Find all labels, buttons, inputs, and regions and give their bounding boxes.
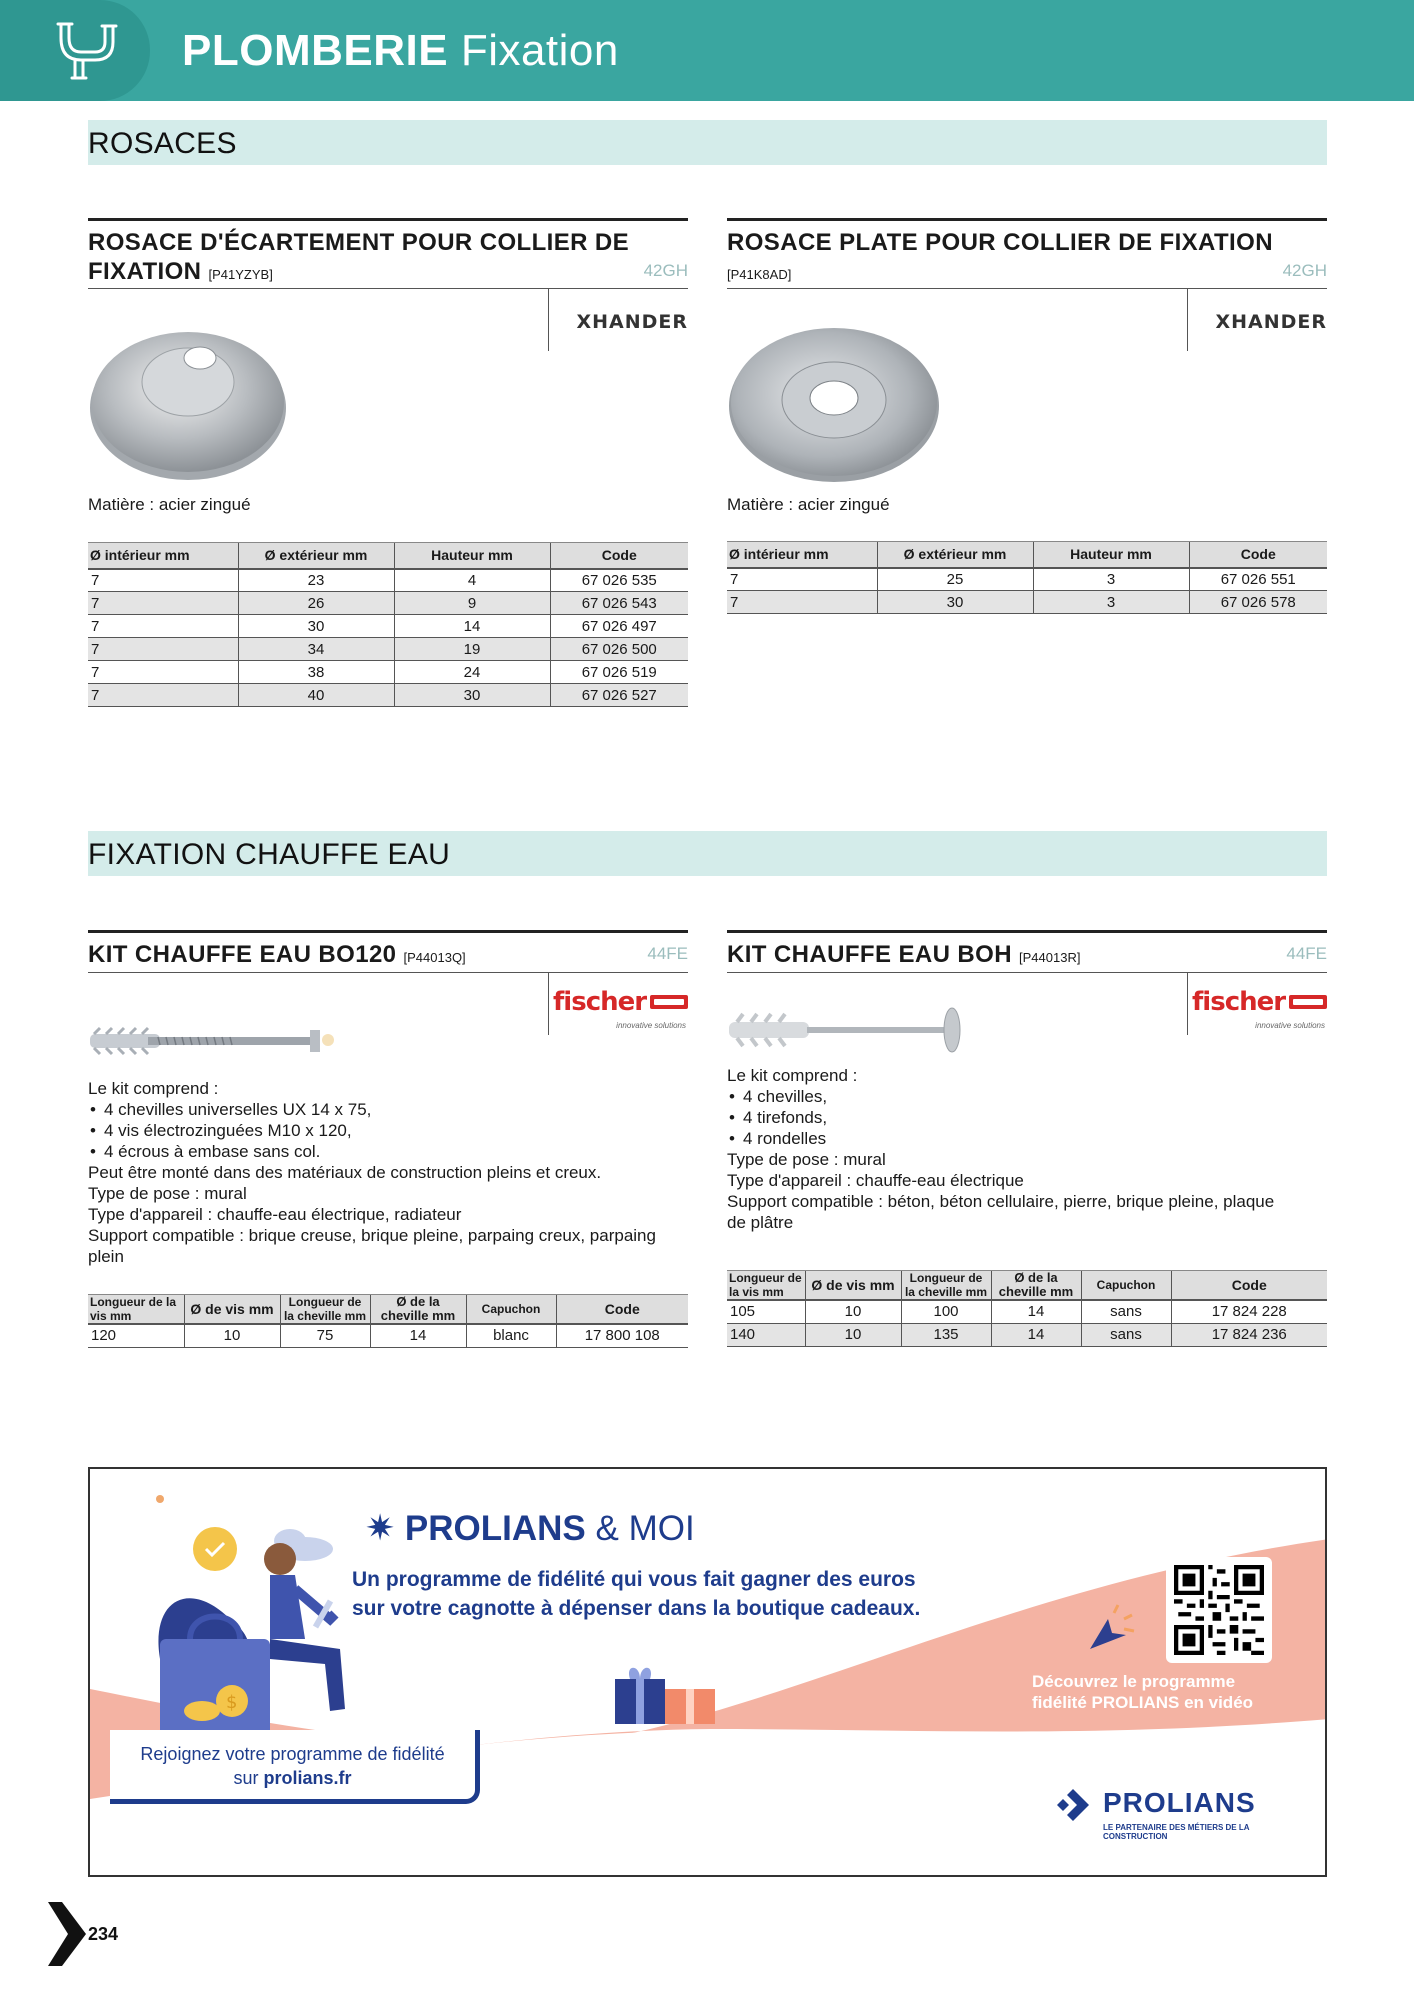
product-material: Matière : acier zingué bbox=[88, 495, 251, 514]
product-title: KIT CHAUFFE EAU BOH [P44013R] bbox=[727, 941, 1081, 968]
product-rosace-plate bbox=[727, 218, 1327, 718]
table-row: 7 30 3 67 026 578 bbox=[727, 591, 1327, 614]
prolians-logo-icon bbox=[1055, 1787, 1093, 1825]
product-description: Le kit comprend : • 4 chevilles universelles UX 14 x 75, • 4 vis électrozinguées M10 x 120, • 4 écrous à embase sans col. Peut être monté dans des matériaux de construction pleins et creux. Type de pose : mural Type d'appareil : chauffe-eau électrique, radiateur Support compatible : brique creuse, brique pleine, parpaing creux, parpaing plein bbox=[88, 1078, 668, 1267]
table-row: 7 23 4 67 026 535 bbox=[88, 569, 688, 592]
page-number: 234 bbox=[88, 1924, 119, 1944]
product-table: Ø intérieur mm Ø extérieur mm Hauteur mm Code 7 23 4 67 026 535 7 26 9 67 026 543 7 30 14 67 026 497 7 34 19 67 026 500 7 38 24 67 026 519 7 40 30 67 026 527 bbox=[88, 542, 688, 707]
product-image bbox=[727, 1000, 967, 1060]
table-row: 7 25 3 67 026 551 bbox=[727, 568, 1327, 591]
catalog-code: 44FE bbox=[1286, 944, 1327, 963]
prolians-banner[interactable]: $ ✷ PROLIANS & MOI Un programme de fidélité qui vous fait gagner des euros sur votre cagnotte à dépenser dans la boutique cadeaux. Découvrez le programme fidélité PROLIANS en vidéo Rejoignez votre programme de fidélité sur prolians.fr PROLIANS LE PARTENAIRE DES MÉTIERS DE LA CONSTRUCTION bbox=[88, 1467, 1327, 1877]
header-icon-box bbox=[0, 0, 150, 101]
section-title: ROSACES bbox=[88, 127, 237, 160]
table-row: 7 40 30 67 026 527 bbox=[88, 684, 688, 707]
product-kit-bo120 bbox=[88, 930, 688, 1360]
section-band-chauffe-eau bbox=[88, 831, 1327, 876]
join-program-box[interactable]: Rejoignez votre programme de fidélité sur prolians.fr bbox=[110, 1730, 480, 1804]
section-band-rosaces bbox=[88, 120, 1327, 165]
table-row: 7 38 24 67 026 519 bbox=[88, 661, 688, 684]
brand-logo bbox=[1187, 973, 1327, 1035]
page-title: PLOMBERIE Fixation bbox=[182, 26, 619, 75]
product-material: Matière : acier zingué bbox=[727, 495, 890, 514]
table-row: 7 34 19 67 026 500 bbox=[88, 638, 688, 661]
brand-logo bbox=[548, 289, 688, 351]
prolians-link[interactable]: prolians.fr bbox=[263, 1768, 352, 1788]
table-row: 105 10 100 14 sans 17 824 228 bbox=[727, 1300, 1327, 1323]
brand-logo bbox=[1187, 289, 1327, 351]
discover-video-link[interactable]: Découvrez le programme fidélité PROLIANS en vidéo bbox=[1032, 1672, 1254, 1712]
star-icon: ✷ bbox=[365, 1507, 396, 1548]
brand-logo bbox=[548, 973, 688, 1035]
qr-code[interactable] bbox=[1166, 1557, 1272, 1663]
page-corner-chevron bbox=[48, 1902, 86, 1966]
product-title: ROSACE D'ÉCARTEMENT POUR COLLIER DE FIXATION [P41YZYB] bbox=[88, 229, 630, 285]
catalog-code: 42GH bbox=[1282, 261, 1327, 280]
product-image bbox=[88, 1022, 338, 1062]
cursor-icon bbox=[1080, 1599, 1140, 1659]
product-table: Ø intérieur mm Ø extérieur mm Hauteur mm Code 7 25 3 67 026 551 7 30 3 67 026 578 bbox=[727, 541, 1327, 614]
person-illustration bbox=[120, 1479, 360, 1749]
table-row: 120 10 75 14 blanc 17 800 108 bbox=[88, 1324, 688, 1347]
brand-name: fischer innovative solutions bbox=[553, 987, 686, 1030]
product-rosace-ecartement bbox=[88, 218, 688, 718]
table-row: 7 30 14 67 026 497 bbox=[88, 615, 688, 638]
product-title: ROSACE PLATE POUR COLLIER DE FIXATION [P41K8AD] bbox=[727, 229, 1273, 282]
product-image bbox=[727, 320, 942, 485]
svg-text:$: $ bbox=[226, 1692, 238, 1713]
product-table: Longueur de la vis mm Ø de vis mm Longueur de la cheville mm Ø de la cheville mm Capuchon Code 120 10 75 14 blanc 17 800 108 bbox=[88, 1294, 688, 1348]
product-table: Longueur de la vis mm Ø de vis mm Longueur de la cheville mm Ø de la cheville mm Capuchon Code 105 10 100 14 sans 17 824 228 140 10 135 14 sans 17 824 236 bbox=[727, 1270, 1327, 1347]
catalog-code: 42GH bbox=[643, 261, 688, 280]
table-row: 7 26 9 67 026 543 bbox=[88, 592, 688, 615]
product-description: Le kit comprend : • 4 chevilles, • 4 tirefonds, • 4 rondelles Type de pose : mural Type d'appareil : chauffe-eau électrique Support compatible : béton, béton cellulaire, pierre, brique pleine, plaque de plâtre bbox=[727, 1065, 1287, 1233]
section-title: FIXATION CHAUFFE EAU bbox=[88, 838, 451, 871]
table-row: 140 10 135 14 sans 17 824 236 bbox=[727, 1323, 1327, 1346]
brand-name: fischer innovative solutions bbox=[1192, 987, 1325, 1030]
catalog-code: 44FE bbox=[647, 944, 688, 963]
brand-name: XHANDER bbox=[1215, 311, 1327, 333]
pipe-icon bbox=[55, 20, 119, 82]
page-header bbox=[0, 0, 1414, 101]
prolians-moi-title: ✷ PROLIANS & MOI bbox=[365, 1507, 695, 1548]
product-image bbox=[88, 320, 288, 485]
brand-name: XHANDER bbox=[576, 311, 688, 333]
gift-illustration bbox=[610, 1659, 730, 1729]
banner-subtitle: Un programme de fidélité qui vous fait gagner des euros sur votre cagnotte à dépenser dans la boutique cadeaux. bbox=[352, 1568, 921, 1620]
product-title: KIT CHAUFFE EAU BO120 [P44013Q] bbox=[88, 941, 466, 968]
product-kit-boh bbox=[727, 930, 1327, 1360]
